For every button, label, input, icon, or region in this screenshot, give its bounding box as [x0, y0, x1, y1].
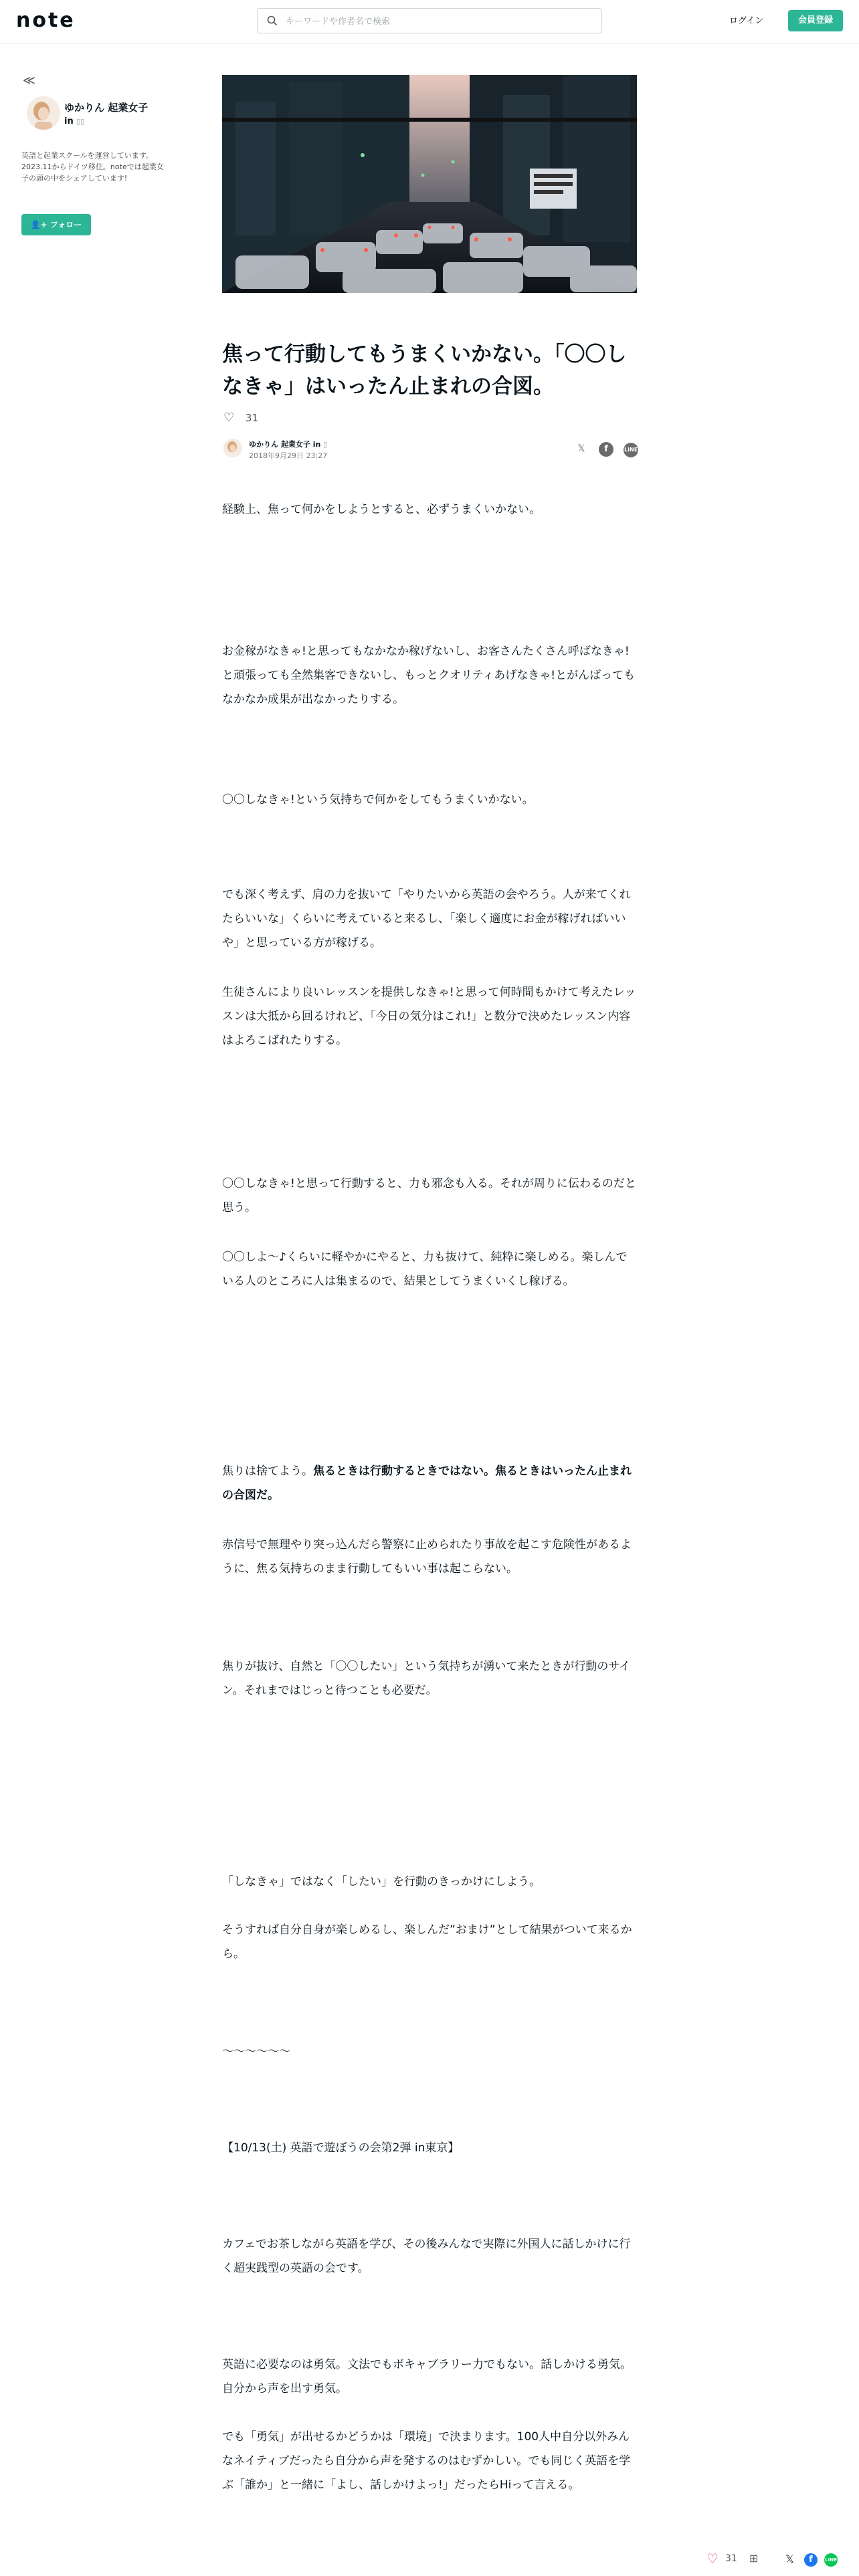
- x-share-icon[interactable]: 𝕏: [785, 2553, 794, 2565]
- paragraph: 〇〇しなきゃ!と思って行動すると、力も邪念も入る。それが周りに伝わるのだと思う。: [222, 1177, 636, 1214]
- paragraph: 「しなきゃ」ではなく「したい」を行動のきっかけにしよう。: [222, 1875, 541, 1889]
- magazine-icon: ▯▯: [76, 117, 85, 126]
- paragraph: 経験上、焦って何かをしようとすると、必ずうまくいかない。: [222, 503, 541, 516]
- search-box[interactable]: [257, 8, 602, 33]
- section-heading: 〇〇しなきゃ!という気持ちで何かをしてもうまくいかない。: [222, 793, 534, 807]
- article-hero-image: [222, 75, 637, 293]
- event-heading: 【10/13(土) 英語で遊ぼうの会第2弾 in東京】: [222, 2141, 460, 2155]
- heart-icon[interactable]: ♡: [223, 411, 235, 425]
- paragraph: 焦りが抜け、自然と「〇〇したい」という気持ちが湧いて来たときが行動のサイン。それまではじっと待つことも必要だ。: [222, 1660, 631, 1697]
- footer-like-count: 31: [725, 2553, 737, 2564]
- paragraph: 英語に必要なのは勇気。文法でもボキャブラリー力でもない。話しかける勇気。自分から声を出す勇気。: [222, 2358, 632, 2395]
- in-label: in: [64, 116, 74, 126]
- meta-in-label: in: [312, 440, 321, 449]
- magazine-line[interactable]: [64, 116, 84, 126]
- collapse-sidebar-icon[interactable]: ≪: [23, 74, 35, 88]
- paragraph: カフェでお茶しながら英語を学び、その後みんなで実際に外国人に話しかけに行く超実践型の英語の会です。: [222, 2238, 631, 2275]
- paragraph: でも深く考えず、肩の力を抜いて「やりたいから英語の会やろう。人が来てくれたらいいな」くらいに考えていると来るし、「楽しく適度にお金が稼げればいいや」と思っている方が稼げる。: [222, 888, 631, 950]
- paragraph: 〇〇しよ〜♪くらいに軽やかにやると、力も抜けて、純粋に楽しめる。楽しんでいる人のところに人は集まるので、結果としてうまくいくし稼げる。: [222, 1251, 628, 1288]
- line-share-icon[interactable]: LINE: [624, 443, 638, 457]
- facebook-share-icon[interactable]: f: [599, 442, 613, 457]
- add-user-icon: 👤+: [30, 220, 47, 229]
- author-avatar[interactable]: [27, 96, 60, 130]
- article-title: 焦って行動してもうまくいかない。「〇〇しなきゃ」はいったん止まれの合図。: [222, 342, 627, 399]
- paragraph: お金稼がなきゃ!と思ってもなかなか稼げないし、お客さんたくさん呼ばなきゃ!と頑張っても全然集客できないし、もっとクオリティあげなきゃ!とがんばってもなかなか成果が出なかったりする。: [222, 645, 636, 706]
- add-to-magazine-icon[interactable]: ⊞: [749, 2552, 759, 2565]
- paragraph: [222, 1459, 637, 1507]
- like-counter[interactable]: [223, 411, 258, 425]
- paragraph: そうすれば自分自身が楽しめるし、楽しんだ”おまけ”として結果がついて来るから。: [222, 1923, 632, 1961]
- line-share-icon[interactable]: LINE: [824, 2553, 838, 2567]
- meta-author-avatar[interactable]: [223, 439, 242, 457]
- text-bold: 焦るときは行動するときではない。焦るときはいったん止まれの合図だ。: [222, 1465, 632, 1502]
- follow-label: フォロー: [50, 220, 82, 229]
- login-link[interactable]: ログイン: [729, 16, 764, 26]
- author-name[interactable]: ゆかりん 起業女子: [64, 102, 149, 114]
- meta-author-name: ゆかりん 起業女子: [249, 440, 310, 449]
- follow-button[interactable]: [21, 214, 91, 235]
- separator-text: 〜〜〜〜〜〜: [222, 2045, 290, 2058]
- heart-icon[interactable]: ♡: [706, 2551, 719, 2567]
- publish-date: 2018年9月29日 23:27: [249, 451, 328, 460]
- meta-author-line[interactable]: [249, 439, 327, 449]
- like-count: 31: [245, 412, 259, 424]
- paragraph: 赤信号で無理やり突っ込んだら警察に止められたり事故を起こす危険性があるように、焦る気持ちのまま行動してもいい事は起こらない。: [222, 1538, 632, 1576]
- paragraph: でも「勇気」が出せるかどうかは「環境」で決まります。100人中自分以外みんなネイティブだったら自分から声を発するのはむずかしい。でも同じく英語を学ぶ「誰か」と一緒に「よし、話しかけよっ!」だったらHiって言える。: [222, 2430, 631, 2492]
- search-input[interactable]: [284, 13, 595, 30]
- top-header: [0, 0, 859, 43]
- search-icon: [267, 15, 278, 26]
- share-buttons: [567, 441, 638, 457]
- signup-button[interactable]: 会員登録: [788, 10, 843, 31]
- floating-action-bar: [702, 2549, 856, 2569]
- x-share-icon[interactable]: 𝕏: [577, 443, 585, 454]
- magazine-icon: ▯: [323, 440, 328, 449]
- paragraph: 生徒さんにより良いレッスンを提供しなきゃ!と思って何時間もかけて考えたレッスンは大抵から回るけれど、「今日の気分はこれ!」と数分で決めたレッスン内容はよろこばれたりする。: [222, 986, 636, 1047]
- text-plain: 焦りは捨てよう。: [222, 1465, 313, 1478]
- author-bio: 英語と起業スクールを運営しています。2023.11からドイツ移住。noteでは起業女子の頭の中をシェアしています!: [21, 151, 164, 183]
- note-logo[interactable]: note: [16, 9, 76, 32]
- facebook-share-icon[interactable]: f: [804, 2553, 818, 2567]
